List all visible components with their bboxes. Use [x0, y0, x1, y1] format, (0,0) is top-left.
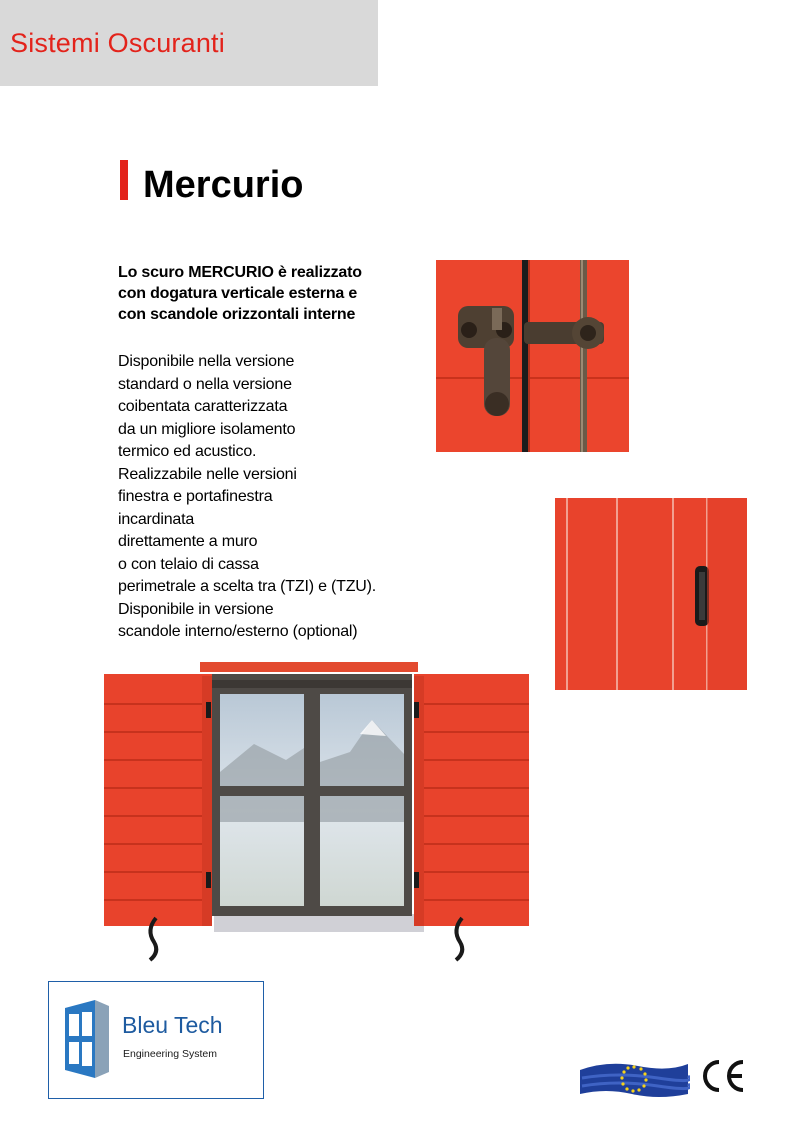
description-line: perimetrale a scelta tra (TZI) e (TZU). [118, 578, 377, 595]
description-line: incardinata [118, 510, 195, 528]
product-title: Mercurio [143, 164, 304, 206]
intro-line: Lo scuro MERCURIO è realizzato [118, 264, 362, 281]
description-line: standard o nella versione [118, 375, 292, 393]
window-logo-icon [65, 998, 111, 1080]
description-line: Disponibile in versione [118, 600, 274, 618]
description-line: coibentata caratterizzata [118, 398, 288, 415]
hinge-photo [555, 498, 747, 690]
intro-line: con scandole orizzontali interne [118, 306, 356, 323]
description-line: scandole interno/esterno (optional) [118, 623, 358, 640]
description-line: o con telaio di cassa [118, 555, 259, 573]
intro-text [118, 262, 428, 325]
latch-photo [436, 260, 629, 452]
section-title: Sistemi Oscuranti [10, 28, 225, 58]
description-line: Realizzabile nelle versioni [118, 465, 297, 483]
eu-flag-icon [578, 1058, 690, 1100]
ce-mark-icon [698, 1056, 748, 1096]
description-line: finestra e portafinestra [118, 488, 273, 505]
description-line: Disponibile nella versione [118, 353, 295, 370]
title-accent-bar [120, 160, 128, 200]
intro-line: con dogatura verticale esterna e [118, 285, 358, 302]
company-logo [48, 981, 264, 1099]
description-text [118, 351, 438, 644]
description-line: da un migliore isolamento [118, 420, 296, 438]
window-shutters-photo [104, 662, 529, 970]
logo-tagline: Engineering System [123, 1048, 217, 1060]
logo-name: Bleu Tech [122, 1012, 223, 1038]
description-line: direttamente a muro [118, 533, 258, 550]
description-line: termico ed acustico. [118, 443, 257, 460]
